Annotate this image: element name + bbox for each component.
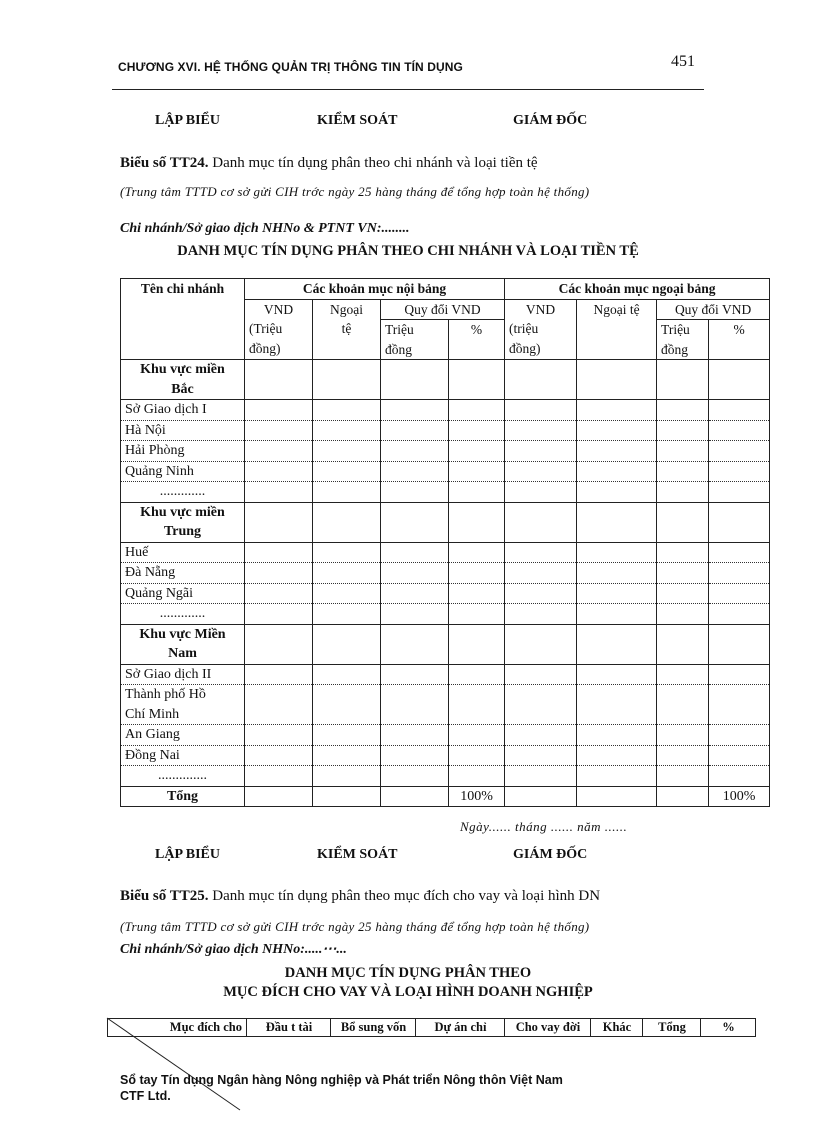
total-percent-on: 100% — [449, 786, 505, 807]
region-central: Khu vực miền Trung — [121, 502, 245, 542]
table-row: Đà Nẵng — [121, 563, 245, 584]
signature-controlled-2: KIỂM SOÁT — [317, 847, 398, 862]
col-consumer-loan: Cho vay đời — [504, 1019, 591, 1036]
table-row: An Giang — [121, 725, 245, 746]
col-converted-on: Quy đổi VND — [381, 299, 505, 320]
table-row: .............. — [121, 766, 245, 787]
footer-line-2: CTF Ltd. — [120, 1089, 171, 1103]
table-row: ............. — [121, 604, 245, 625]
form-tt25-branch-line: Chi nhánh/Sở giao dịch NHNo:.....⋯... — [120, 942, 347, 957]
form-tt24-title: Biểu số TT24. Danh mục tín dụng phân theo chi nhánh và loại tiền tệ — [120, 155, 538, 171]
form-tt24-table-title: DANH MỤC TÍN DỤNG PHÂN THEO CHI NHÁNH VÀ LOẠI TIỀN TỆ — [177, 243, 639, 259]
col-foreign-on: Ngoại tệ — [313, 299, 381, 360]
col-investment: Đầu t tài — [246, 1019, 331, 1036]
signature-director: GIÁM ĐỐC — [513, 113, 588, 128]
col-other: Khác — [590, 1019, 643, 1036]
region-south: Khu vực Miền Nam — [121, 624, 245, 664]
footer-line-1: Sổ tay Tín dụng Ngân hàng Nông nghiệp và Phát triển Nông thôn Việt Nam — [120, 1073, 563, 1087]
chapter-title: CHƯƠNG XVI. HỆ THỐNG QUẢN TRỊ THÔNG TIN TÍN DỤNG — [118, 60, 463, 74]
signature-director-2: GIÁM ĐỐC — [513, 847, 588, 862]
page-number: 451 — [671, 53, 695, 70]
col-converted-off: Quy đổi VND — [657, 299, 770, 320]
table-row: ............. — [121, 482, 245, 503]
group-on-balance: Các khoản mục nội bảng — [245, 279, 505, 300]
col-percent: % — [700, 1019, 756, 1036]
table-row: Sở Giao dịch I — [121, 400, 245, 421]
total-label: Tổng — [121, 786, 245, 807]
col-project: Dự án chỉ — [415, 1019, 505, 1036]
table-row: Thành phố Hồ Chí Minh — [121, 685, 245, 725]
form-tt25-table-title-2: MỤC ĐÍCH CHO VAY VÀ LOẠI HÌNH DOANH NGHIỆP — [223, 984, 593, 1000]
col-percent-on: % — [449, 320, 505, 360]
date-line: Ngày...... tháng ...... năm ...... — [460, 819, 628, 834]
table-row: Quảng Ninh — [121, 461, 245, 482]
table-row: Quảng Ngãi — [121, 583, 245, 604]
table-row: Hà Nội — [121, 420, 245, 441]
col-branch-name: Tên chi nhánh — [121, 279, 245, 360]
col-vnd-off: VND (triệu đồng) — [505, 299, 577, 360]
form-tt24-note: (Trung tâm TTTD cơ sở gửi CIH trớc ngày 25 hàng tháng để tổng hợp toàn hệ thống) — [120, 184, 590, 199]
table-row: Đồng Nai — [121, 745, 245, 766]
total-percent-off: 100% — [709, 786, 770, 807]
signature-prepared: LẬP BIỂU — [155, 113, 220, 128]
form-tt25-table-title-1: DANH MỤC TÍN DỤNG PHÂN THEO — [284, 965, 532, 981]
signature-controlled: KIỂM SOÁT — [317, 113, 398, 128]
region-north: Khu vực miền Bắc — [121, 360, 245, 400]
form-tt24-branch-line: Chi nhánh/Sở giao dịch NHNo & PTNT VN:........ — [120, 221, 410, 236]
col-foreign-off: Ngoại tệ — [577, 299, 657, 360]
group-off-balance: Các khoản mục ngoại bảng — [505, 279, 770, 300]
col-purpose: Mục đích cho — [169, 1020, 242, 1034]
form-tt25-note: (Trung tâm TTTD cơ sở gửi CIH trớc ngày 25 hàng tháng để tổng hợp toàn hệ thống) — [120, 919, 590, 934]
signature-prepared-2: LẬP BIỂU — [155, 847, 220, 862]
col-percent-off: % — [709, 320, 770, 360]
col-vnd-on: VND (Triệu đồng) — [245, 299, 313, 360]
col-working-capital: Bổ sung vốn — [330, 1019, 416, 1036]
col-total: Tổng — [642, 1019, 701, 1036]
col-million-off: Triệu đồng — [657, 320, 709, 360]
form-tt25-title: Biểu số TT25. Danh mục tín dụng phân theo mục đích cho vay và loại hình DN — [120, 888, 601, 904]
table-row: Hải Phòng — [121, 441, 245, 462]
table-row: Sở Giao dịch II — [121, 664, 245, 685]
table-row: Huế — [121, 542, 245, 563]
col-million-on: Triệu đồng — [381, 320, 449, 360]
